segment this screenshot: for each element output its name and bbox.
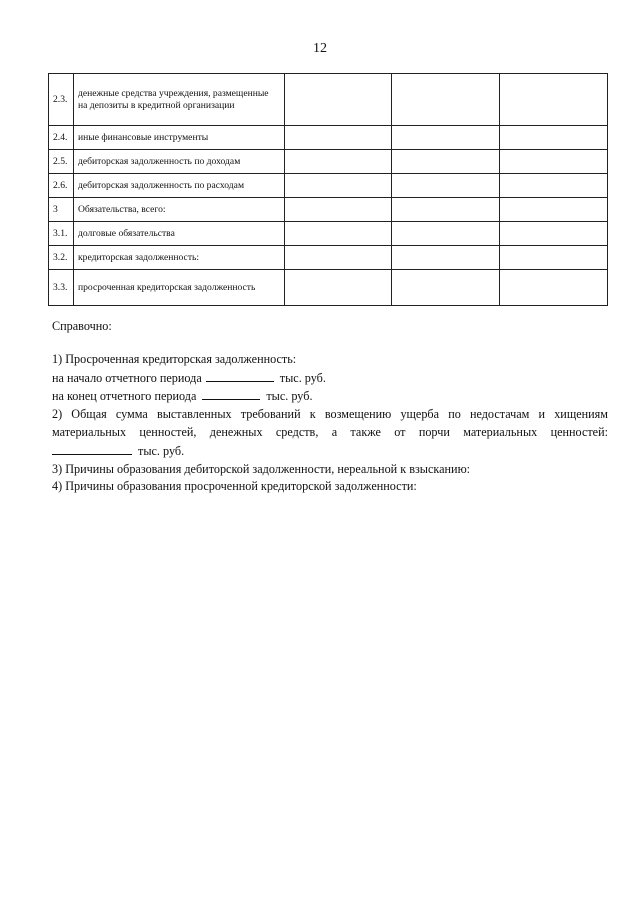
note-item-2-line-1: 2) Общая сумма выставленных требований к возмещению ущерба по недостачам и хищениям xyxy=(52,407,608,422)
note-item-3: 3) Причины образования дебиторской задолженности, нереальной к взысканию: xyxy=(52,461,471,476)
row-number: 3.2. xyxy=(49,246,74,270)
row-label: долговые обязательства xyxy=(74,222,285,246)
note-item-1-end xyxy=(52,387,608,406)
value-cell xyxy=(500,270,608,306)
row-number: 2.3. xyxy=(49,74,74,126)
page-number: 12 xyxy=(313,41,327,56)
row-number: 3 xyxy=(49,198,74,222)
row-label: денежные средства учреждения, размещенные на депозиты в кредитной организации xyxy=(74,74,285,126)
value-cell xyxy=(500,222,608,246)
row-label: дебиторская задолженность по доходам xyxy=(74,150,285,174)
start-period-label: на начало отчетного периода xyxy=(52,370,202,385)
value-cell xyxy=(500,150,608,174)
report-table xyxy=(48,73,608,306)
notes-heading: Справочно: xyxy=(52,319,112,333)
table-row xyxy=(49,74,608,126)
value-cell xyxy=(285,246,392,270)
row-label: кредиторская задолженность: xyxy=(74,246,285,270)
note-item-1-start xyxy=(52,369,608,388)
start-period-blank xyxy=(206,369,274,382)
row-number: 2.4. xyxy=(49,126,74,150)
value-cell xyxy=(285,126,392,150)
note-item-2-line-2: материальных ценностей, денежных средств, а также от порчи материальных ценностей: xyxy=(52,424,608,439)
row-number: 3.1. xyxy=(49,222,74,246)
row-label: дебиторская задолженность по расходам xyxy=(74,174,285,198)
table-row xyxy=(49,126,608,150)
value-cell xyxy=(285,270,392,306)
value-cell xyxy=(392,150,500,174)
value-cell xyxy=(392,222,500,246)
reference-notes xyxy=(52,318,608,496)
table-row xyxy=(49,150,608,174)
unit-label: тыс. руб. xyxy=(279,370,326,385)
damage-sum-blank xyxy=(52,442,132,455)
table-row xyxy=(49,222,608,246)
table-row xyxy=(49,198,608,222)
table-row xyxy=(49,270,608,306)
note-item-2-amount xyxy=(52,442,608,461)
value-cell xyxy=(392,246,500,270)
table-row xyxy=(49,174,608,198)
value-cell xyxy=(392,74,500,126)
row-number: 2.5. xyxy=(49,150,74,174)
value-cell xyxy=(285,222,392,246)
value-cell xyxy=(392,174,500,198)
value-cell xyxy=(392,270,500,306)
row-label: просроченная кредиторская задолженность xyxy=(74,270,285,306)
value-cell xyxy=(500,126,608,150)
note-item-1-title: 1) Просроченная кредиторская задолженность: xyxy=(52,351,297,366)
value-cell xyxy=(500,246,608,270)
row-label: Обязательства, всего: xyxy=(74,198,285,222)
value-cell xyxy=(285,174,392,198)
value-cell xyxy=(500,174,608,198)
unit-label: тыс. руб. xyxy=(138,443,185,458)
end-period-label: на конец отчетного периода xyxy=(52,389,197,404)
value-cell xyxy=(285,198,392,222)
note-item-4: 4) Причины образования просроченной кредиторской задолженности: xyxy=(52,479,417,494)
value-cell xyxy=(285,74,392,126)
end-period-blank xyxy=(202,387,260,400)
row-number: 2.6. xyxy=(49,174,74,198)
value-cell xyxy=(392,126,500,150)
row-number: 3.3. xyxy=(49,270,74,306)
value-cell xyxy=(392,198,500,222)
unit-label: тыс. руб. xyxy=(266,389,313,404)
table-row xyxy=(49,246,608,270)
value-cell xyxy=(500,198,608,222)
value-cell xyxy=(500,74,608,126)
value-cell xyxy=(285,150,392,174)
row-label: иные финансовые инструменты xyxy=(74,126,285,150)
